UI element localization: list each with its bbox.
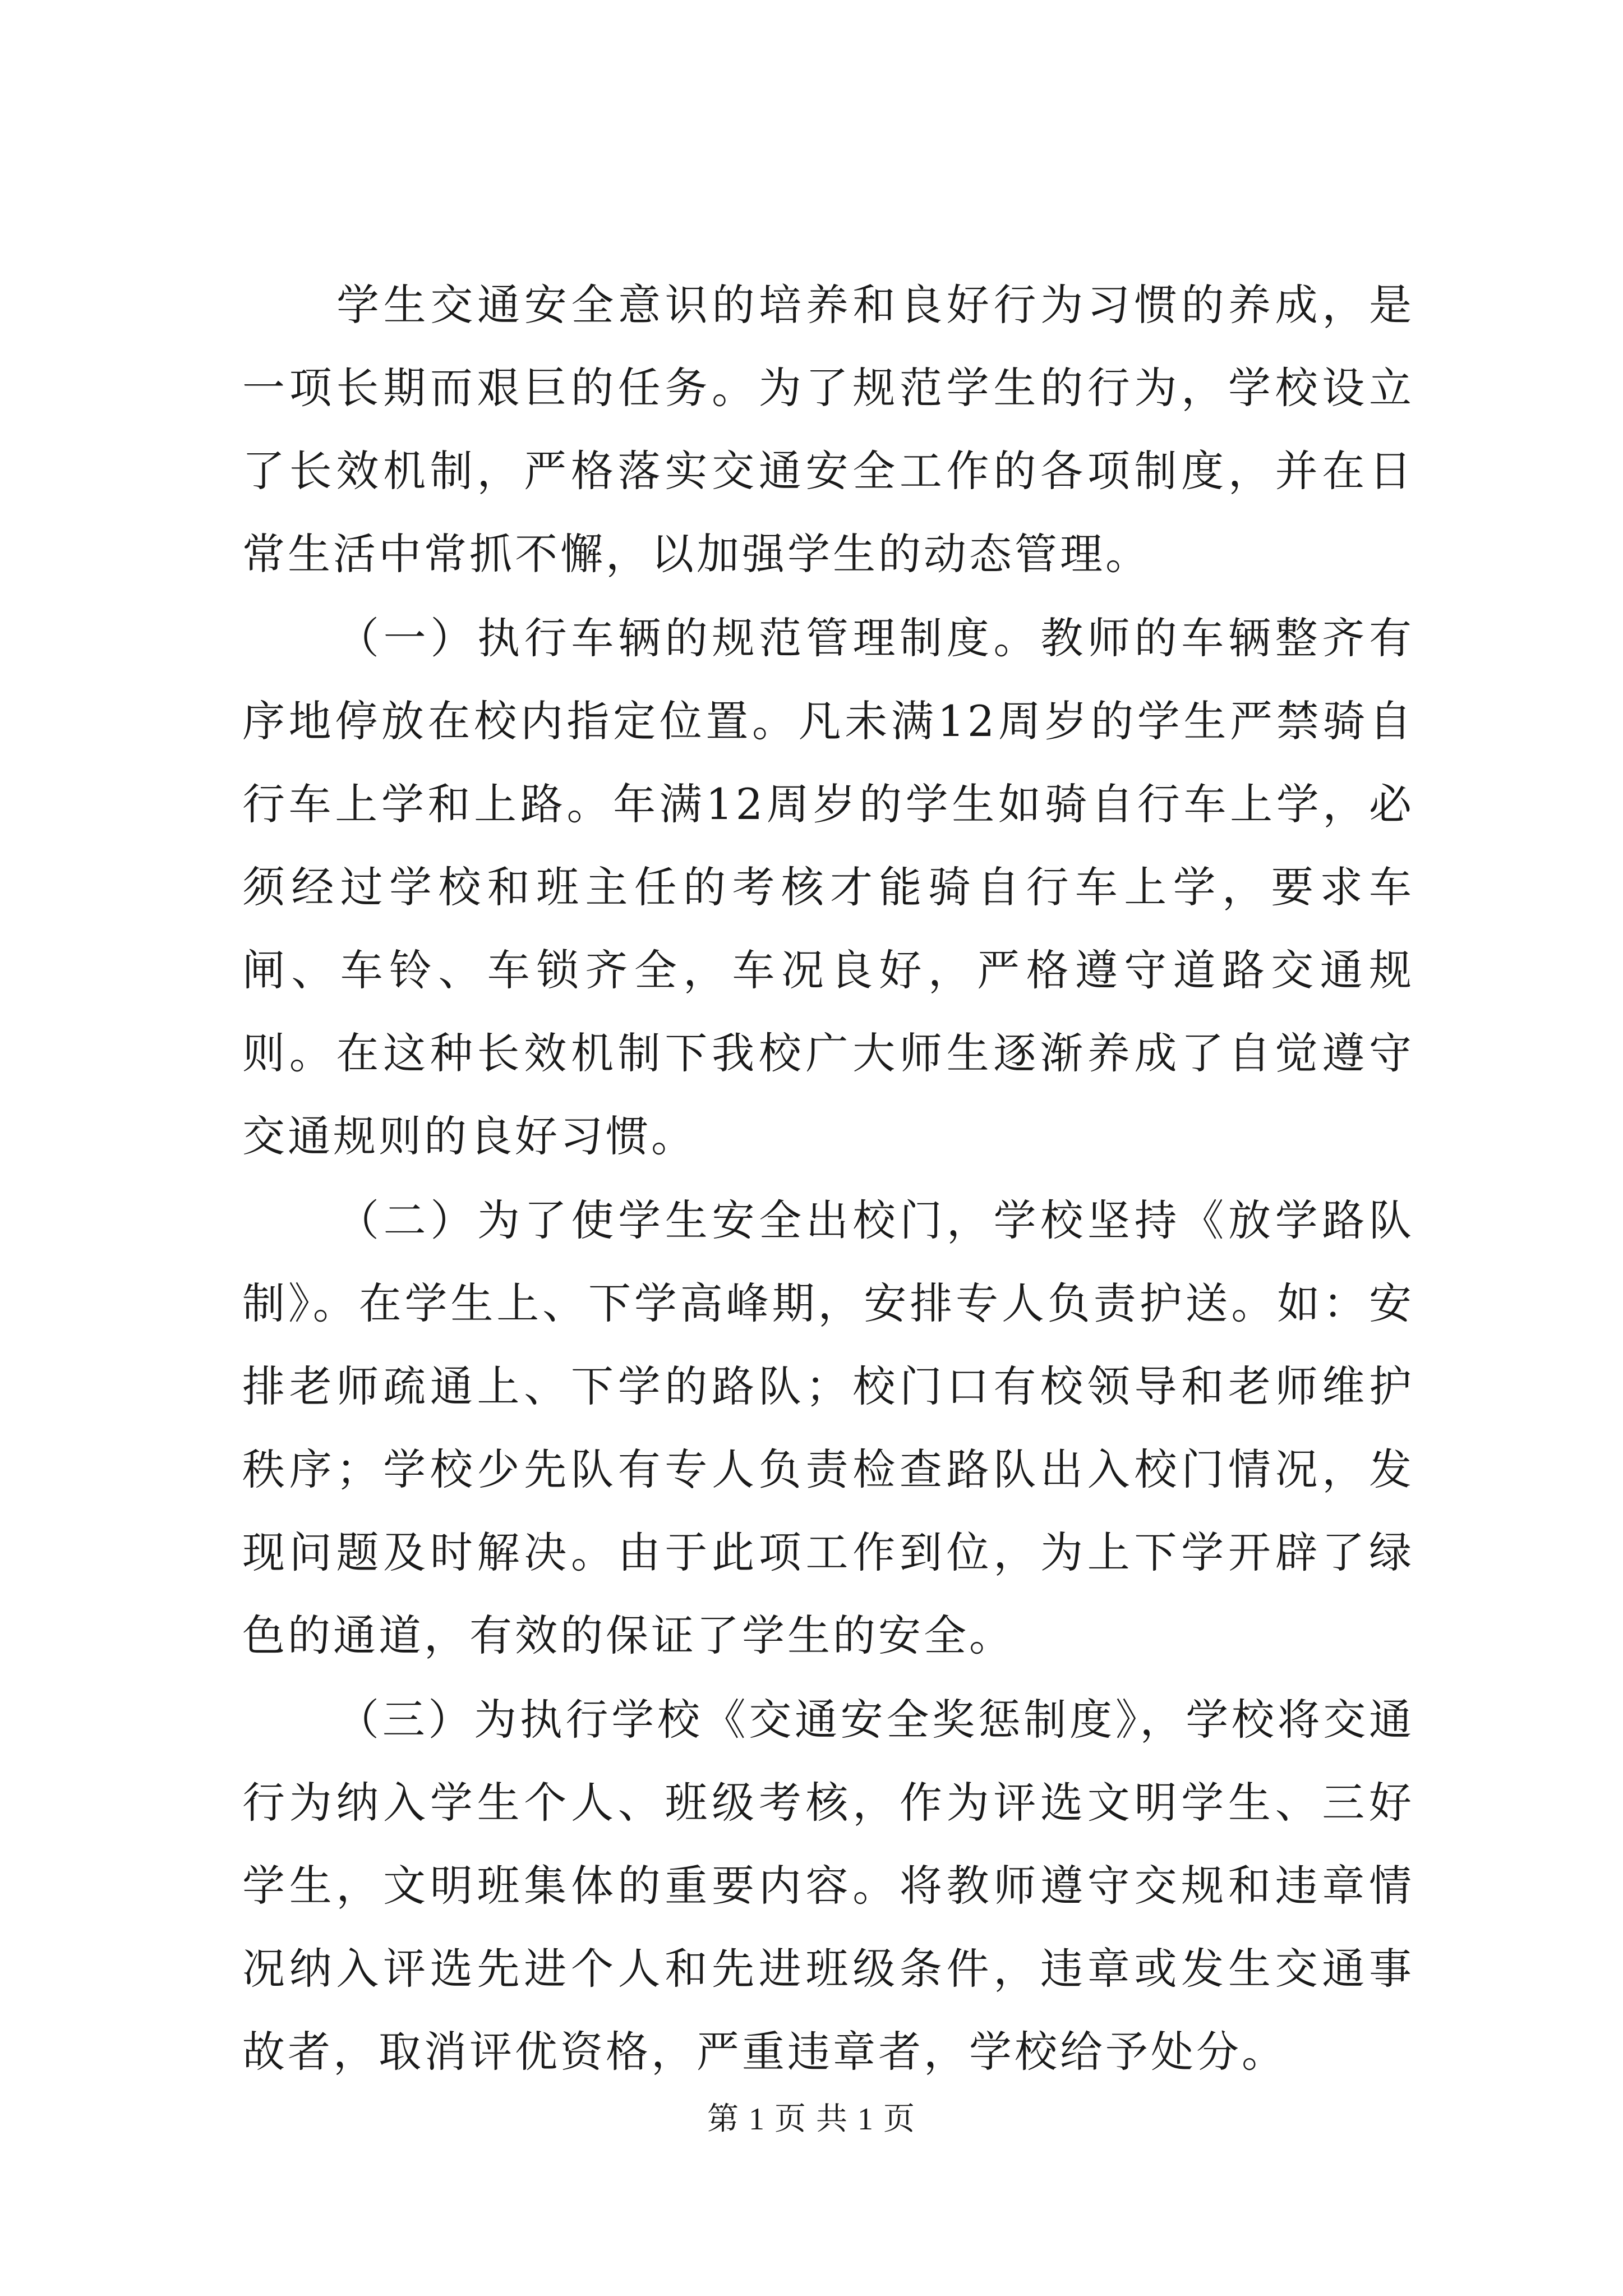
paragraph-section-1: （一）执行车辆的规范管理制度。教师的车辆整齐有序地停放在校内指定位置。凡未满12周岁的学生严禁骑自行车上学和上路。年满12周岁的学生如骑自行车上学，必须经过学校和班主任的考核才能骑自行车上学，要求车闸、车铃、车锁齐全，车况良好，严格遵守道路交通规则。在这种长效机制下我校广大师生逐渐养成了自觉遵守交通规则的良好习惯。 [242, 613, 1414, 1161]
paragraph-section-3: （三）为执行学校《交通安全奖惩制度》，学校将交通行为纳入学生个人、班级考核，作为评选文明学生、三好学生，文明班集体的重要内容。将教师遵守交规和违章情况纳入评选先进个人和先进班级条件，违章或发生交通事故者，取消评优资格，严重违章者，学校给予处分。 [242, 1695, 1414, 2077]
paragraph-intro: 学生交通安全意识的培养和良好行为习惯的养成，是一项长期而艰巨的任务。为了规范学生的行为，学校设立了长效机制，严格落实交通安全工作的各项制度，并在日常生活中常抓不懈，以加强学生的动态管理。 [242, 280, 1414, 579]
page-footer: 第 1 页 共 1 页 [707, 2102, 916, 2137]
document-body [242, 264, 1414, 2093]
paragraph-section-2: （二）为了使学生安全出校门，学校坚持《放学路队制》。在学生上、下学高峰期，安排专人负责护送。如：安排老师疏通上、下学的路队；校门口有校领导和老师维护秩序；学校少先队有专人负责检查路队出入校门情况，发现问题及时解决。由于此项工作到位，为上下学开辟了绿色的通道，有效的保证了学生的安全。 [242, 1195, 1414, 1660]
